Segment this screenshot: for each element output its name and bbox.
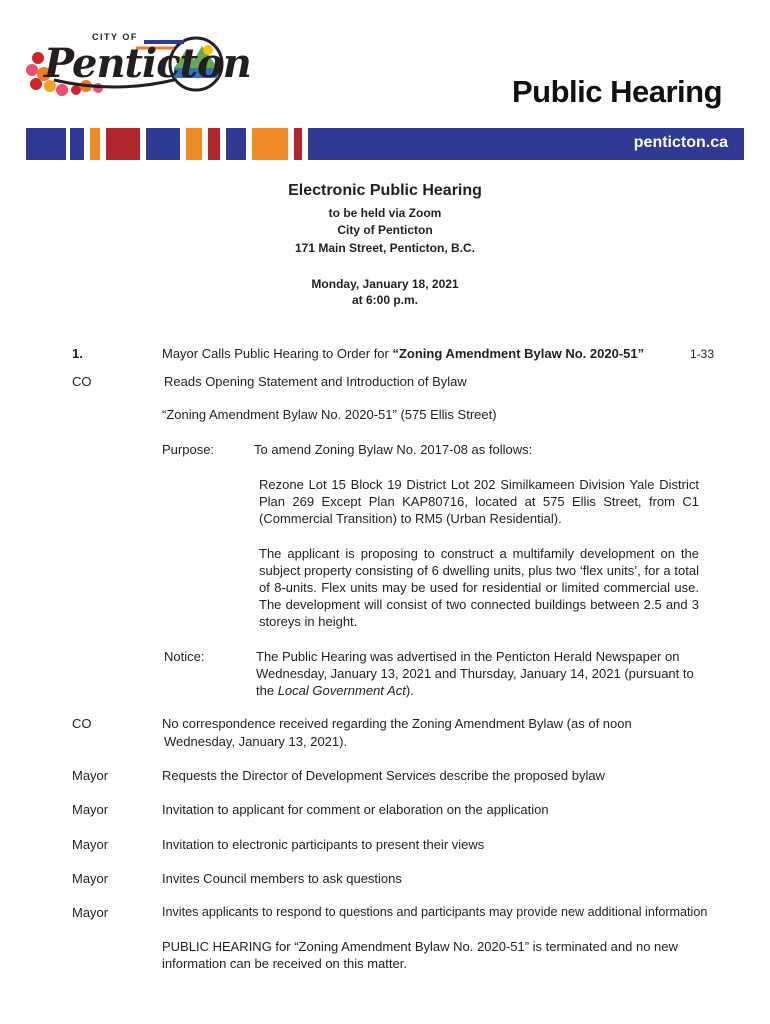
hearing-city: City of Penticton xyxy=(337,223,433,237)
bylaw-reference: “Zoning Amendment Bylaw No. 2020-51” (575 Ellis Street) xyxy=(162,407,497,422)
agenda-item-text xyxy=(162,345,644,362)
rezone-paragraph: Rezone Lot 15 Block 19 District Lot 202 Similkameen Division Yale District Plan 269 Except Plan KAP80716, located at 575 Ellis Street, from C1 (Commercial Transition) to RM5 (Urban Residential). xyxy=(259,477,699,526)
reads-statement: Reads Opening Statement and Introduction of Bylaw xyxy=(164,374,467,389)
hearing-date: Monday, January 18, 2021 xyxy=(311,277,459,291)
role-label: Mayor xyxy=(72,837,109,852)
logo-city-of-text: CITY OF xyxy=(92,32,138,42)
closing-line-1: PUBLIC HEARING for “Zoning Amendment Bylaw No. 2020-51” is terminated and no new xyxy=(162,939,678,954)
applicant-paragraph: The applicant is proposing to construct a multifamily development on the subject property consisting of 6 dwelling units, plus two ‘flex units’, for a total of 8-units. Flex units may be used for residential or limited commercial use. The development will consist of two connected buildings between 2.5 and 3 storeys in height. xyxy=(259,546,699,629)
band-segment xyxy=(186,128,202,160)
agenda-item-bylaw-name: “Zoning Amendment Bylaw No. 2020-51” xyxy=(392,346,645,361)
band-segment xyxy=(106,128,140,160)
role-label: Mayor xyxy=(72,802,109,817)
notice-text-b: ). xyxy=(405,683,414,698)
correspondence-line-1: No correspondence received regarding the Zoning Amendment Bylaw (as of noon xyxy=(162,716,632,731)
notice-text-a: The Public Hearing was advertised in the Penticton Herald Newspaper on Wednesday, January 13, 2021 and Thursday, January 14, 2021 (pursuant to the xyxy=(256,649,694,698)
mayor-action: Invites Council members to ask questions xyxy=(162,871,402,886)
hearing-address: 171 Main Street, Penticton, B.C. xyxy=(294,241,476,255)
page-title: Public Hearing xyxy=(511,74,722,109)
role-label: Mayor xyxy=(72,768,109,783)
notice-act-name: Local Government Act xyxy=(277,683,406,698)
hearing-time: at 6:00 p.m. xyxy=(351,293,419,307)
notice-label: Notice: xyxy=(164,649,205,664)
band-segment xyxy=(226,128,246,160)
agenda-item-pages: 1-33 xyxy=(690,347,715,361)
website-link[interactable]: penticton.ca xyxy=(633,134,728,151)
hearing-title: Electronic Public Hearing xyxy=(288,182,482,199)
band-segment xyxy=(208,128,220,160)
logo-wordmark: Penticton xyxy=(44,40,251,87)
band-segment xyxy=(26,128,66,160)
role-label: CO xyxy=(72,716,92,731)
mayor-action: Invitation to applicant for comment or elaboration on the application xyxy=(162,802,549,817)
role-label: CO xyxy=(72,374,92,389)
band-segment xyxy=(146,128,180,160)
mayor-action: Invitation to electronic participants to present their views xyxy=(162,837,485,852)
correspondence-line-2: Wednesday, January 13, 2021). xyxy=(164,734,348,749)
notice-paragraph xyxy=(256,648,696,699)
role-label: Mayor xyxy=(72,871,109,886)
role-label: Mayor xyxy=(72,905,109,920)
band-segment xyxy=(252,128,288,160)
purpose-text: To amend Zoning Bylaw No. 2017-08 as follows: xyxy=(254,442,533,457)
hearing-via: to be held via Zoom xyxy=(328,206,442,220)
mayor-action: Invites applicants to respond to questions and participants may provide new additional information xyxy=(162,905,708,919)
agenda-item-number: 1. xyxy=(72,346,83,361)
band-segment xyxy=(70,128,84,160)
purpose-label: Purpose: xyxy=(162,442,215,457)
band-segment xyxy=(90,128,100,160)
closing-line-2: information can be received on this matter. xyxy=(162,956,407,971)
agenda-item-text-plain: Mayor Calls Public Hearing to Order for xyxy=(162,346,393,361)
mayor-action: Requests the Director of Development Services describe the proposed bylaw xyxy=(162,768,605,783)
band-segment xyxy=(294,128,302,160)
